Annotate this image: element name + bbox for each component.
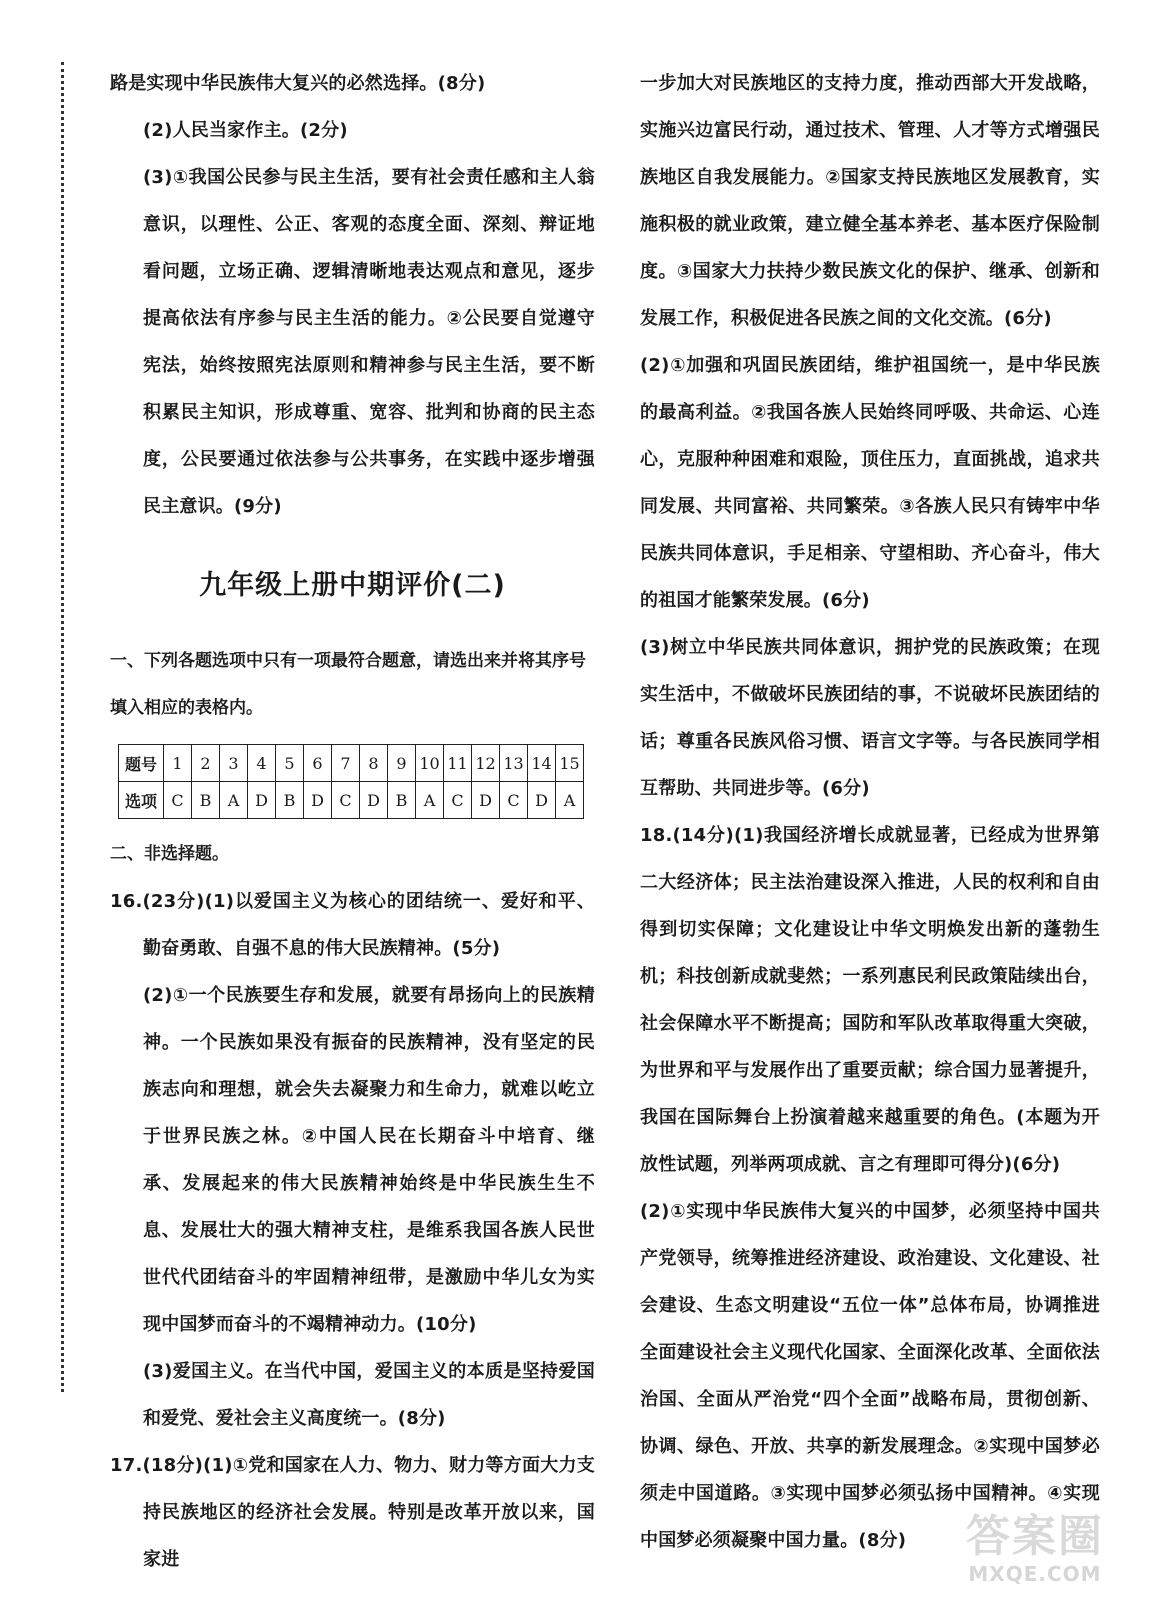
table-cell: D [360,782,388,819]
table-cell: 4 [248,745,276,782]
question-16-part-3: (3)爱国主义。在当代中国，爱国主义的本质是坚持爱国和爱党、爱社会主义高度统一。(8分) [143,1361,595,1429]
table-cell: 13 [500,745,528,782]
answer-paragraph: (3)①我国公民参与民主生活，要有社会责任感和主人翁意识，以理性、公正、客观的态度全面、深刻、辩证地看问题，立场正确、逻辑清晰地表达观点和意见，逐步提高依法有序参与民主生活的能力。②公民要自觉遵守宪法，始终按照宪法原则和精神参与民主生活，要不断积累民主知识，形成尊重、宽容、批判和协商的民主态度，公民要通过依法参与公共事务，在实践中逐步增强民主意识。(9分) [143,167,595,517]
table-cell: D [472,782,500,819]
table-cell: D [304,782,332,819]
table-cell: 14 [528,745,556,782]
table-cell: A [416,782,444,819]
table-row [119,782,584,819]
table-header-cell: 选项 [119,782,164,819]
table-cell: D [528,782,556,819]
right-column [640,60,1100,1564]
table-cell: C [444,782,472,819]
table-cell: 15 [556,745,584,782]
table-cell: 3 [220,745,248,782]
table-cell: 5 [276,745,304,782]
question-17-part-2: (2)①加强和巩固民族团结，维护祖国统一，是中华民族的最高利益。②我国各族人民始终同呼吸、共命运、心连心，克服种种困难和艰险，顶住压力，直面挑战，追求共同发展、共同富裕、共同繁荣。③各族人民只有铸牢中华民族共同体意识，手足相亲、守望相助、齐心奋斗，伟大的祖国才能繁荣发展。(6分) [640,355,1100,611]
table-cell: 7 [332,745,360,782]
table-cell: C [332,782,360,819]
table-cell: 9 [388,745,416,782]
question-16-part-2: (2)①一个民族要生存和发展，就要有昂扬向上的民族精神。一个民族如果没有振奋的民族精神，没有坚定的民族志向和理想，就会失去凝聚力和生命力，就难以屹立于世界民族之林。②中国人民在长期奋斗中培育、继承、发展起来的伟大民族精神始终是中华民族生生不息、发展壮大的强大精神支柱，是维系我国各族人民世世代代团结奋斗的牢固精神纽带，是激励中华儿女为实现中国梦而奋斗的不竭精神动力。(10分) [143,985,595,1335]
table-cell: C [500,782,528,819]
table-cell: 6 [304,745,332,782]
section-heading: 一、下列各题选项中只有一项最符合题意，请选出来并将其序号填入相应的表格内。 [110,651,586,718]
table-cell: D [248,782,276,819]
table-cell: 2 [192,745,220,782]
binding-dotted-line [61,62,64,1392]
left-column [110,60,595,1583]
section-heading: 二、非选择题。 [110,844,229,864]
question-17-part-1: 17.(18分)(1)①党和国家在人力、物力、财力等方面大力支持民族地区的经济社会发展。特别是改革开放以来，国家进 [110,1455,595,1570]
answer-paragraph: (2)人民当家作主。(2分) [143,120,348,141]
watermark-logo [935,1512,1135,1592]
table-cell: 10 [416,745,444,782]
table-cell: B [276,782,304,819]
section-title: 九年级上册中期评价(二) [199,570,506,601]
table-cell: A [220,782,248,819]
table-cell: 8 [360,745,388,782]
table-cell: A [556,782,584,819]
table-cell: B [388,782,416,819]
question-18-part-2: (2)①实现中华民族伟大复兴的中国梦，必须坚持中国共产党领导，统筹推进经济建设、政治建设、文化建设、社会建设、生态文明建设“五位一体”总体布局，协调推进全面建设社会主义现代化国家、全面深化改革、全面依法治国、全面从严治党“四个全面”战略布局，贯彻创新、协调、绿色、开放、共享的新发展理念。②实现中国梦必须走中国道路。③实现中国梦必须弘扬中国精神。④实现中国梦必须凝聚中国力量。(8分) [640,1201,1100,1551]
table-cell: C [164,782,192,819]
answer-table [118,744,584,819]
table-cell: 1 [164,745,192,782]
question-18-part-1: 18.(14分)(1)我国经济增长成就显著，已经成为世界第二大经济体；民主法治建设深入推进，人民的权利和自由得到切实保障；文化建设让中华文明焕发出新的蓬勃生机；科技创新成就斐然；一系列惠民利民政策陆续出台，社会保障水平不断提高；国防和军队改革取得重大突破，为世界和平与发展作出了重要贡献；综合国力显著提升，我国在国际舞台上扮演着越来越重要的角色。(本题为开放性试题，列举两项成就、言之有理即可得分)(6分) [640,825,1100,1175]
question-17-part-1-continued: 一步加大对民族地区的支持力度，推动西部大开发战略，实施兴边富民行动，通过技术、管理、人才等方式增强民族地区自我发展能力。②国家支持民族地区发展教育，实施积极的就业政策，建立健全基本养老、基本医疗保险制度。③国家大力扶持少数民族文化的保护、继承、创新和发展工作，积极促进各民族之间的文化交流。(6分) [640,73,1100,329]
table-header-cell: 题号 [119,745,164,782]
question-16-part-1: 16.(23分)(1)以爱国主义为核心的团结统一、爱好和平、勤奋勇敢、自强不息的伟大民族精神。(5分) [110,891,595,959]
table-cell: 12 [472,745,500,782]
question-17-part-3: (3)树立中华民族共同体意识，拥护党的民族政策；在现实生活中，不做破坏民族团结的事，不说破坏民族团结的话；尊重各民族风俗习惯、语言文字等。与各民族同学相互帮助、共同进步等。(6分) [640,637,1100,799]
watermark-logo-text: 答案圈 [966,1511,1104,1562]
table-cell: B [192,782,220,819]
table-row [119,745,584,782]
table-cell: 11 [444,745,472,782]
watermark-site: MXQE.COM [968,1562,1102,1586]
answer-paragraph: 路是实现中华民族伟大复兴的必然选择。(8分) [110,73,486,94]
